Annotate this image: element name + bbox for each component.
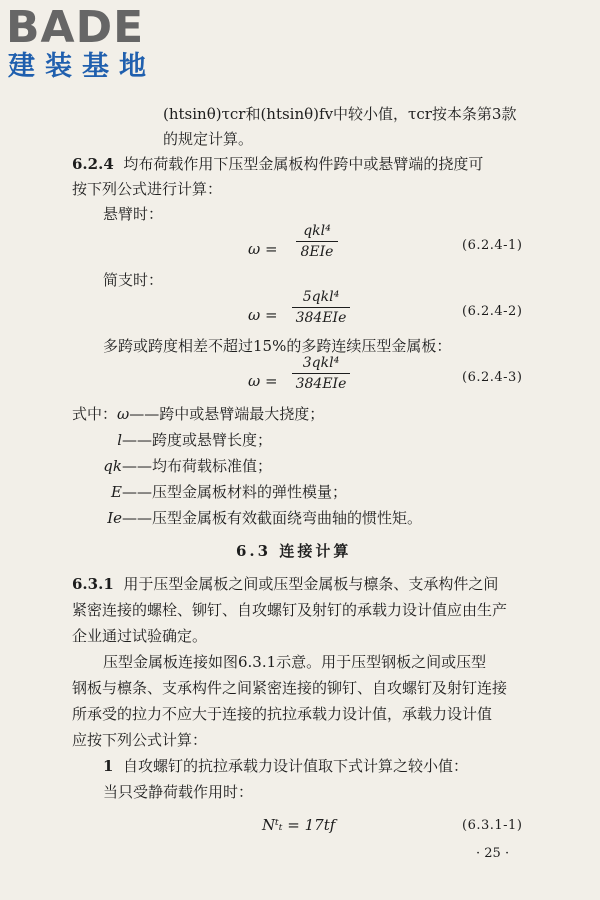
numerator: qkl⁴ <box>303 223 331 239</box>
symbol-desc: ——跨度或悬臂长度； <box>122 431 273 449</box>
fraction <box>292 288 350 327</box>
equation-number: (6.2.4-3) <box>462 370 523 385</box>
symbol: ω <box>117 405 130 423</box>
fraction <box>292 354 350 393</box>
text-line: (htsinθ)τcr和(htsinθ)fv中较小值，τcr按本条第3款 <box>163 105 517 123</box>
symbol: qk <box>103 457 122 475</box>
text-line: 压型金属板连接如图6.3.1示意。用于压型钢板之间或压型 <box>103 653 487 671</box>
clause-text: 用于压型金属板之间或压型金属板与檩条、支承构件之间 <box>123 575 499 593</box>
text-line: 当只受静荷载作用时： <box>103 783 254 801</box>
denominator: 384EIe <box>295 376 347 392</box>
equation-lhs: ω = <box>248 306 278 324</box>
where-item <box>72 482 347 502</box>
page-number: · 25 · <box>476 846 510 861</box>
item-text: 自攻螺钉的抗拉承载力设计值取下式计算之较小值： <box>122 757 468 775</box>
symbol-desc: ——压型金属板材料的弹性模量； <box>122 483 348 501</box>
equation-lhs: ω = <box>248 240 278 258</box>
symbol-desc: ——跨中或悬臂端最大挠度； <box>129 405 325 423</box>
text-line: 的规定计算。 <box>163 130 254 148</box>
equation-number: (6.2.4-1) <box>462 238 523 253</box>
symbol: l <box>117 431 122 449</box>
equation-lhs: Nᵗₜ = 17tf <box>262 816 336 834</box>
section-title: 6.3 连接计算 <box>236 542 352 560</box>
symbol: Ie <box>107 509 122 527</box>
clause-text: 均布荷载作用下压型金属板构件跨中或悬臂端的挠度可 <box>123 155 484 173</box>
equation-number: (6.2.4-2) <box>462 304 523 319</box>
text-line: 简支时： <box>103 271 164 289</box>
text-line: 悬臂时： <box>103 205 164 223</box>
fraction-bar <box>292 373 350 374</box>
clause-number: 6.2.4 <box>72 155 114 173</box>
equation-lhs: ω = <box>248 372 278 390</box>
where-item <box>72 456 272 476</box>
list-item <box>103 756 468 776</box>
clause-6-3-1 <box>72 574 498 594</box>
clause-6-2-4 <box>72 154 483 174</box>
denominator: 384EIe <box>295 310 347 326</box>
text-line: 企业通过试验确定。 <box>72 627 208 645</box>
where-item <box>72 404 324 424</box>
item-number: 1 <box>103 757 114 775</box>
fraction-bar <box>296 241 338 242</box>
text-line: 钢板与檩条、支承构件之间紧密连接的铆钉、自攻螺钉及射钉连接 <box>72 679 508 697</box>
symbol: E <box>111 483 122 501</box>
where-item <box>72 430 272 450</box>
fraction-bar <box>292 307 350 308</box>
logo-text: BADE <box>6 2 145 53</box>
where-intro: 式中： <box>72 405 118 423</box>
equation-number: (6.3.1-1) <box>462 818 523 833</box>
numerator: 3qkl⁴ <box>302 355 340 371</box>
symbol-desc: ——均布荷载标准值； <box>122 457 273 475</box>
text-line: 所承受的拉力不应大于连接的抗拉承载力设计值，承载力设计值 <box>72 705 493 723</box>
text-line: 紧密连接的螺栓、铆钉、自攻螺钉及射钉的承载力设计值应由生产 <box>72 601 508 619</box>
text-line: 按下列公式进行计算： <box>72 180 223 198</box>
symbol-desc: ——压型金属板有效截面绕弯曲轴的惯性矩。 <box>122 509 423 527</box>
logo <box>6 4 176 82</box>
where-item <box>72 508 422 528</box>
logo-subtitle: 建装基地 <box>8 51 156 82</box>
text-line: 应按下列公式计算： <box>72 731 208 749</box>
text-line: 多跨或跨度相差不超过15%的多跨连续压型金属板： <box>103 337 452 355</box>
fraction <box>296 222 338 261</box>
clause-number: 6.3.1 <box>72 575 114 593</box>
denominator: 8EIe <box>300 244 334 260</box>
numerator: 5qkl⁴ <box>302 289 340 305</box>
